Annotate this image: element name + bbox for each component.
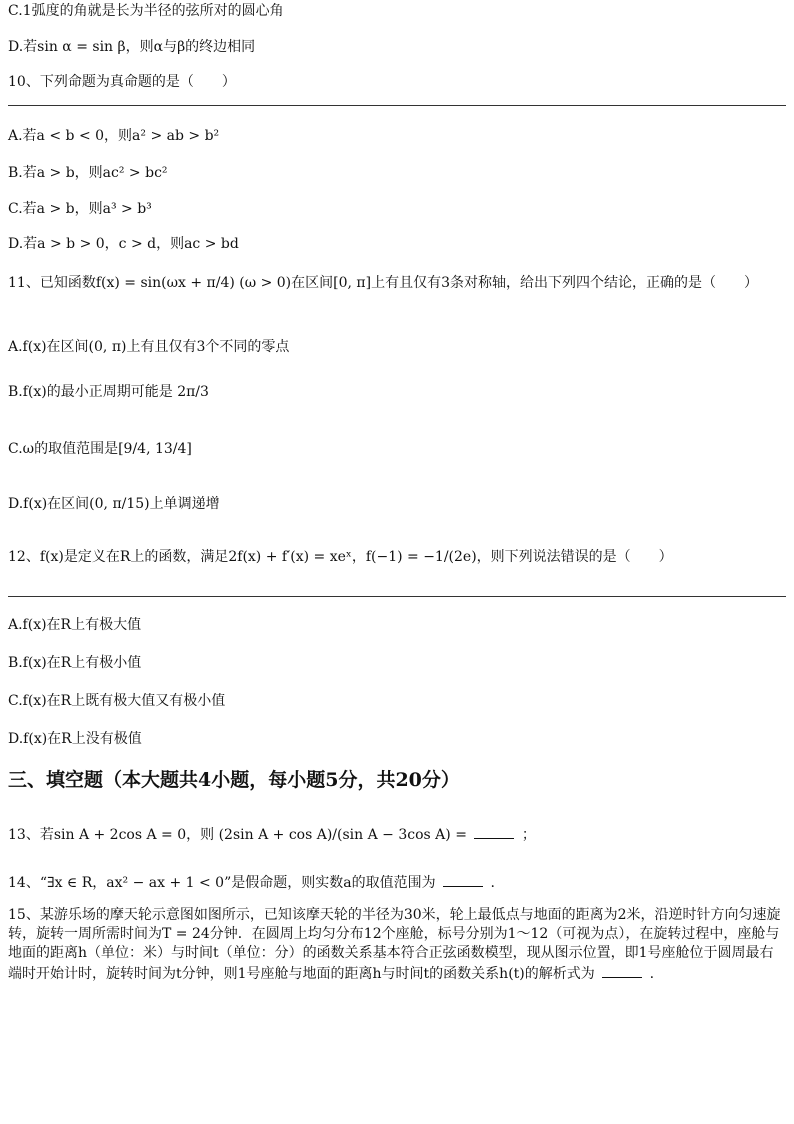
- question-11-option-d: D.f(x)在区间(0, π/15)上单调递增: [8, 496, 220, 512]
- question-11-option-a: A.f(x)在区间(0, π)上有且仅有3个不同的零点: [8, 339, 290, 355]
- question-10-option-c: C.若a > b，则a³ > b³: [8, 201, 152, 217]
- question-15-end: .: [649, 966, 655, 982]
- question-9-option-d: D.若sin α = sin β，则α与β的终边相同: [8, 39, 256, 55]
- question-12-option-d: D.f(x)在R上没有极值: [8, 731, 142, 747]
- answer-blank-14: [443, 872, 483, 887]
- answer-blank-13: [474, 824, 514, 839]
- question-12-stem: 12、f(x)是定义在R上的函数，满足2f(x) + f′(x) = xeˣ，f(−1) = −1/(2e)，则下列说法错误的是（ ）: [8, 549, 673, 565]
- divider-2: [8, 596, 786, 597]
- question-11-option-c: C.ω的取值范围是[9/4, 13/4]: [8, 441, 192, 457]
- question-10-stem: 10、下列命题为真命题的是（ ）: [8, 74, 236, 90]
- question-13: [8, 824, 786, 844]
- question-10-option-a: A.若a < b < 0，则a² > ab > b²: [8, 128, 220, 144]
- question-12-option-c: C.f(x)在R上既有极大值又有极小值: [8, 693, 226, 709]
- question-15-text: 15、某游乐场的摩天轮示意图如图所示，已知该摩天轮的半径为30米，轮上最低点与地面的距离为2米，沿逆时针方向匀速旋转，旋转一周所需时间为T = 24分钟．在圆周上均匀分布12个座舱，标号分别为1～12（可视为点），在旋转过程中，座舱与地面的距离h（单位：米）与时间t（单位：分）的函数关系基本符合正弦函数模型，现从图示位置，即1号座舱位于圆周最右端时开始计时，旋转时间为t分钟，则1号座舱与地面的距离h与时间t的函数关系h(t)的解析式为: [8, 907, 781, 982]
- question-12-option-a: A.f(x)在R上有极大值: [8, 617, 142, 633]
- question-14: [8, 872, 786, 892]
- section-3-title: 三、填空题（本大题共4小题，每小题5分，共20分）: [8, 769, 460, 791]
- question-10-option-d: D.若a > b > 0，c > d，则ac > bd: [8, 236, 239, 252]
- question-13-text: 13、若sin A + 2cos A = 0，则 (2sin A + cos A)/(sin A − 3cos A) =: [8, 827, 467, 843]
- question-12-option-b: B.f(x)在R上有极小值: [8, 655, 142, 671]
- question-14-text: 14、“∃x ∈ R，ax² − ax + 1 < 0”是假命题，则实数a的取值范围为: [8, 875, 436, 891]
- answer-blank-15: [602, 963, 642, 978]
- question-11-stem: 11、已知函数f(x) = sin(ωx + π/4) (ω > 0)在区间[0, π]上有且仅有3条对称轴，给出下列四个结论，正确的是（ ）: [8, 275, 758, 291]
- divider-1: [8, 105, 786, 106]
- question-10-option-b: B.若a > b，则ac² > bc²: [8, 165, 168, 181]
- question-13-end: ；: [521, 827, 536, 843]
- question-9-option-c: C.1弧度的角就是长为半径的弦所对的圆心角: [8, 3, 284, 19]
- question-14-end: .: [490, 875, 495, 891]
- question-15: [8, 906, 786, 984]
- question-11-option-b: B.f(x)的最小正周期可能是 2π/3: [8, 384, 209, 400]
